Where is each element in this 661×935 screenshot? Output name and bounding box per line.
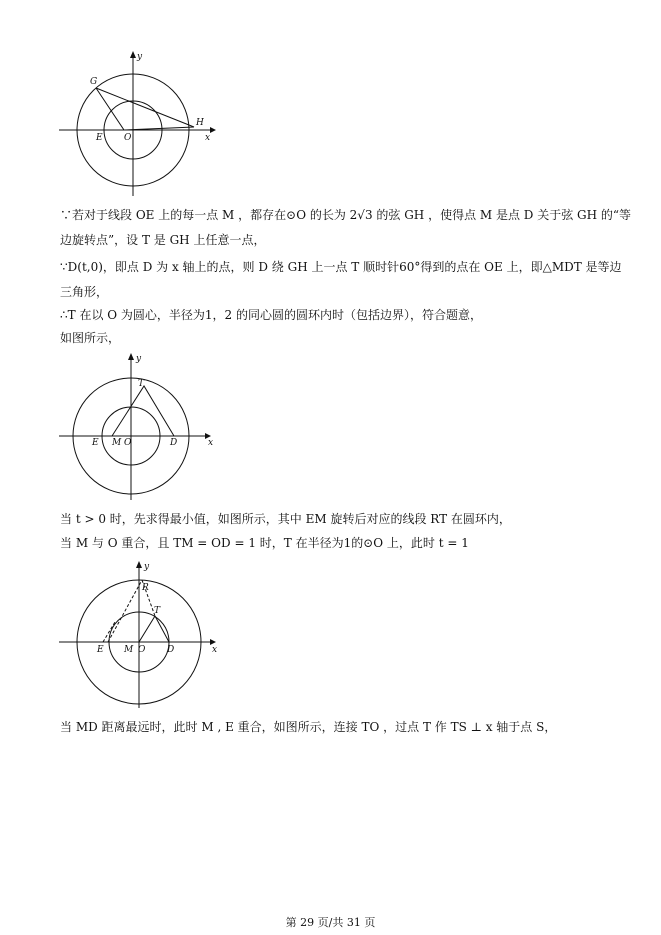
chord-gh [96,88,194,127]
label-h: H [196,118,204,128]
figure-2 [55,350,225,505]
label-e: E [92,438,99,448]
label-x: x [212,645,218,655]
triangle-mdt [112,386,174,436]
y-axis-arrow [130,51,136,58]
segment-mt [139,616,155,642]
label-o: O [124,438,132,448]
text-line-5: ∴T 在以 O 为圆心，半径为1，2 的同心圆的圆环内时（包括边界），符合题意， [60,308,483,322]
figure-3 [55,558,225,713]
label-e: E [96,133,103,143]
label-g: G [90,77,98,87]
x-axis-arrow [210,127,216,133]
label-o: O [124,133,132,143]
label-m: M [124,645,134,655]
text-line-2: 边旋转点”，设 T 是 GH 上任意一点， [60,233,266,247]
label-m: M [112,438,122,448]
text-line-9: 当 MD 距离最远时，此时 M , E 重合，如图所示，连接 TO ，过点 T 作 TS ⊥ x 轴于点 S， [60,720,557,734]
label-y: y [137,52,143,62]
segment-ge [96,88,124,130]
dashed-er [108,580,142,642]
label-y: y [136,354,142,364]
label-e: E [97,645,104,655]
y-axis-arrow [128,353,134,360]
page-footer: 第 29 页/共 31 页 [285,916,376,929]
label-o: O [138,645,146,655]
text-line-6: 如图所示， [60,331,121,345]
text-line-3: ∵D(t,0)，即点 D 为 x 轴上的点，则 D 绕 GH 上一点 T 顺时针60°得到的点在 OE 上，即△MDT 是等边 [60,260,622,274]
label-x: x [208,438,214,448]
text-line-7: 当 t > 0 时，先求得最小值，如图所示，其中 EM 旋转后对应的线段 RT 在圆环内， [60,512,511,526]
text-line-4: 三角形， [60,285,109,299]
label-d: D [170,438,178,448]
text-line-1: ∵若对于线段 OE 上的每一点 M ，都存在⊙O 的长为 2√3 的弦 GH ，使得点 M 是点 D 关于弦 GH 的“等 [60,208,632,222]
label-d: D [167,645,175,655]
label-t: T [138,379,145,389]
segment-td [155,616,169,642]
label-y: y [144,562,150,572]
label-t: T [154,606,161,616]
label-r: R [142,583,149,593]
label-x: x [205,133,211,143]
y-axis-arrow [136,561,142,568]
figure-1 [55,48,225,198]
text-line-8: 当 M 与 O 重合，且 TM = OD = 1 时，T 在半径为1的⊙O 上，此时 t = 1 [60,536,469,550]
